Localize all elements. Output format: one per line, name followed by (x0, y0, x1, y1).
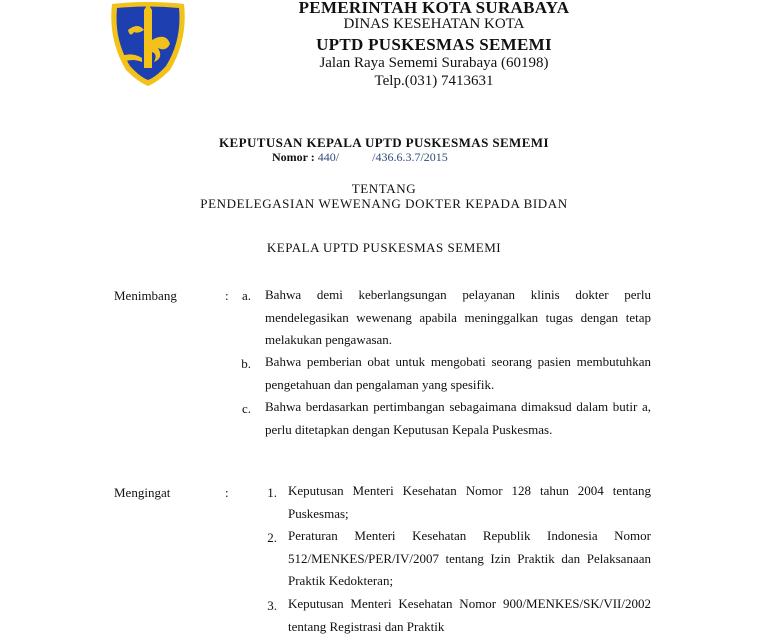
recalling-item: Peraturan Menteri Kesehatan Republik Indonesia Nomor 512/MENKES/PER/IV/2007 tentang Izin Praktik dan Pelaksanaan Praktik Kedokteran; (288, 528, 651, 589)
letterhead-government: PEMERINTAH KOTA SURABAYA (298, 0, 570, 17)
considering-item: Bahwa pemberian obat untuk mengobati seorang pasien membutuhkan pengetahuan dan pengalaman yang spesifik. (265, 354, 651, 392)
considering-colon: : (225, 288, 229, 303)
letterhead-institution: UPTD PUSKESMAS SEMEMI (316, 35, 552, 54)
recalling-marker: 1. (267, 485, 277, 500)
recalling-marker: 3. (267, 598, 277, 613)
decree-number-label: Nomor : (272, 150, 315, 164)
recalling-item: Keputusan Menteri Kesehatan Nomor 128 tahun 2004 tentang Puskesmas; (288, 483, 651, 521)
letterhead-office: DINAS KESEHATAN KOTA (343, 16, 525, 32)
letterhead-phone: Telp.(031) 7413631 (374, 73, 494, 89)
considering-marker: c. (241, 401, 251, 416)
decree-number (272, 150, 448, 165)
considering-marker: b. (241, 356, 251, 371)
letterhead-address: Jalan Raya Sememi Surabaya (60198) (319, 55, 549, 71)
decree-number-value: 440/ /436.6.3.7/2015 (317, 150, 448, 164)
recalling-colon: : (225, 485, 229, 500)
official-title: KEPALA UPTD PUSKESMAS SEMEMI (266, 240, 502, 255)
considering-item: Bahwa demi keberlangsungan pelayanan klinis dokter perlu mendelegasikan wewenang apabila meninggalkan tugas dengan tetap melakukan pengawasan. (265, 287, 651, 348)
considering-label: Menimbang (114, 288, 177, 303)
considering-marker: a. (241, 288, 251, 303)
recalling-item: Keputusan Menteri Kesehatan Nomor 900/MENKES/SK/VII/2002 tentang Registrasi dan Praktik (288, 596, 651, 634)
decree-title: KEPUTUSAN KEPALA UPTD PUSKESMAS SEMEMI (219, 135, 549, 150)
decree-subject: PENDELEGASIAN WEWENANG DOKTER KEPADA BIDAN (200, 196, 568, 211)
considering-item: Bahwa berdasarkan pertimbangan sebagaimana dimaksud dalam butir a, perlu ditetapkan dengan Keputusan Kepala Puskesmas. (265, 399, 651, 437)
recalling-marker: 2. (267, 530, 277, 545)
recalling-label: Mengingat (114, 485, 171, 500)
about-label: TENTANG (351, 181, 417, 196)
